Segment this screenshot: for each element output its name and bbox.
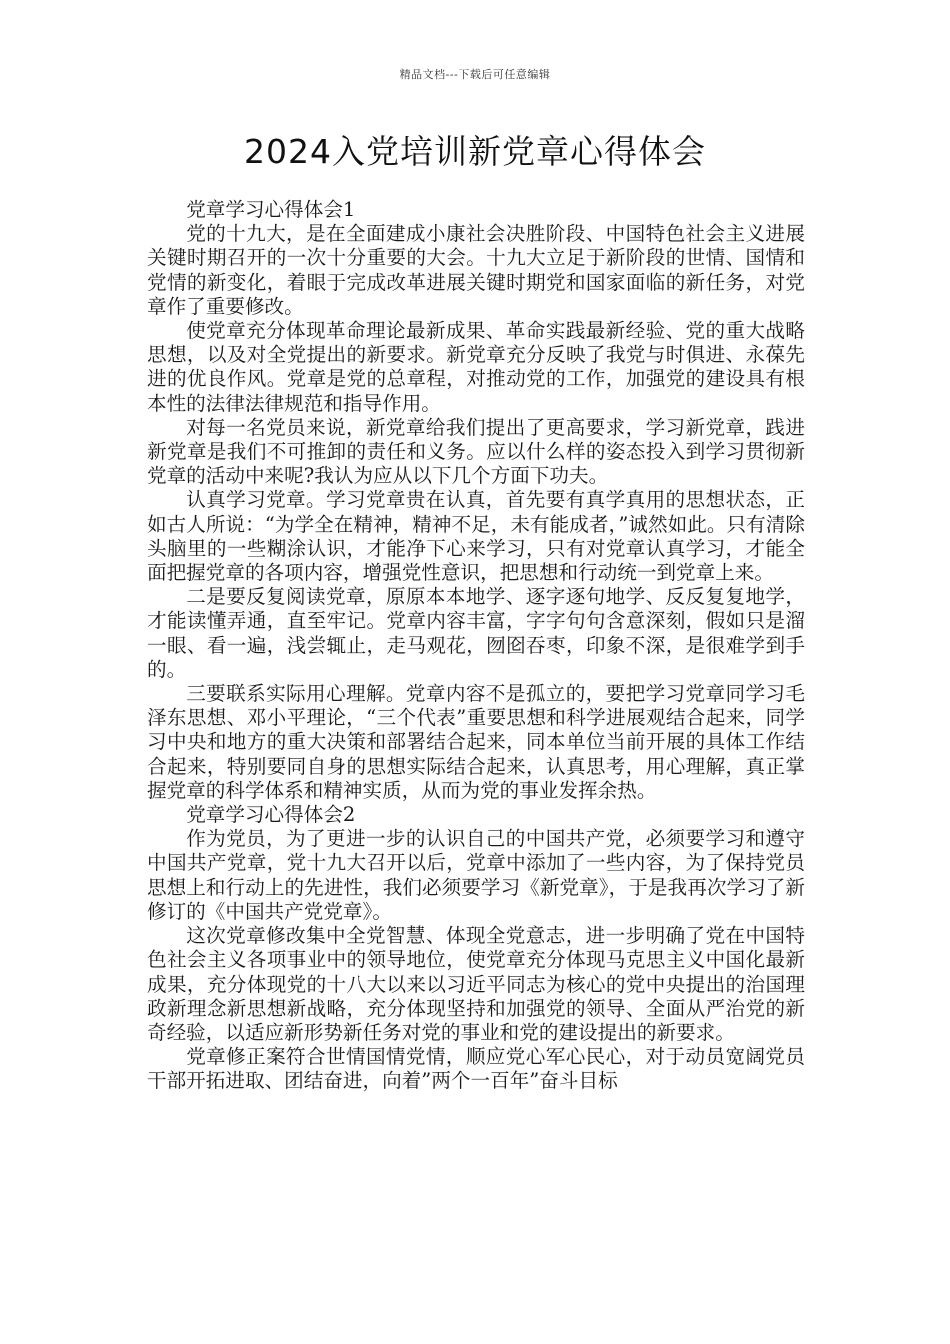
body-paragraph: 对每一名党员来说，新党章给我们提出了更高要求，学习新党章，践进新党章是我们不可推卸的责任和义务。应以什么样的姿态投入到学习贯彻新党章的活动中来呢?我认为应从以下几个方面下功夫。	[147, 415, 805, 488]
body-paragraph: 党章修正案符合世情国情党情，顺应党心军心民心，对于动员宽阔党员干部开拓进取、团结奋进，向着”两个一百年”奋斗目标	[147, 1045, 805, 1093]
body-paragraph: 这次党章修改集中全党智慧、体现全党意志，进一步明确了党在中国特色社会主义各项事业中的领导地位，使党章充分体现马克思主义中国化最新成果，充分体现党的十八大以来以习近平同志为核心的党中央提出的治国理政新理念新思想新战略，充分体现坚持和加强党的领导、全面从严治党的新奇经验，以适应新形势新任务对党的事业和党的建设提出的新要求。	[147, 924, 805, 1044]
section-heading: 党章学习心得体会2	[186, 803, 356, 827]
body-paragraph: 党的十九大，是在全面建成小康社会决胜阶段、中国特色社会主义进展关键时期召开的一次十分重要的大会。十九大立足于新阶段的世情、国情和党情的新变化，着眼于完成改革进展关键时期党和国家面临的新任务，对党章作了重要修改。	[147, 222, 805, 318]
body-paragraph: 二是要反复阅读党章，原原本本地学、逐字逐句地学、反反复复地学，才能读懂弄通，直至牢记。党章内容丰富，字字句句含意深刻，假如只是溜一眼、看一遍，浅尝辄止，走马观花，囫囵吞枣，印象不深，是很难学到手的。	[147, 585, 805, 681]
section-heading: 党章学习心得体会1	[186, 198, 356, 221]
document-title: 2024入党培训新党章心得体会	[244, 132, 706, 171]
body-paragraph: 作为党员，为了更进一步的认识自己的中国共产党，必须要学习和遵守中国共产党章，党十九大召开以后，党章中添加了一些内容，为了保持党员思想上和行动上的先进性，我们必须要学习《新党章》，于是我再次学习了新修订的《中国共产党党章》。	[147, 827, 805, 923]
body-paragraph: 三要联系实际用心理解。党章内容不是孤立的，要把学习党章同学习毛泽东思想、邓小平理论，“三个代表”重要思想和科学进展观结合起来，同学习中央和地方的重大决策和部署结合起来，同本单位当前开展的具体工作结合起来，特别要同自身的思想实际结合起来，认真思考，用心理解，真正掌握党章的科学体系和精神实质，从而为党的事业发挥余热。	[147, 682, 805, 802]
body-paragraph: 使党章充分体现革命理论最新成果、革命实践最新经验、党的重大战略思想，以及对全党提出的新要求。新党章充分反映了我党与时俱进、永葆先进的优良作风。党章是党的总章程，对推动党的工作，加强党的建设具有根本性的法律法律规范和指导作用。	[147, 319, 805, 415]
document-body	[147, 198, 805, 1094]
header-note: 精品文档---下载后可任意编辑	[399, 68, 551, 81]
body-paragraph: 认真学习党章。学习党章贵在认真，首先要有真学真用的思想状态，正如古人所说：“为学全在精神，精神不足，未有能成者，”诚然如此。只有清除头脑里的一些糊涂认识，才能净下心来学习，只有对党章认真学习，才能全面把握党章的各项内容，增强党性意识，把思想和行动统一到党章上来。	[147, 488, 805, 585]
